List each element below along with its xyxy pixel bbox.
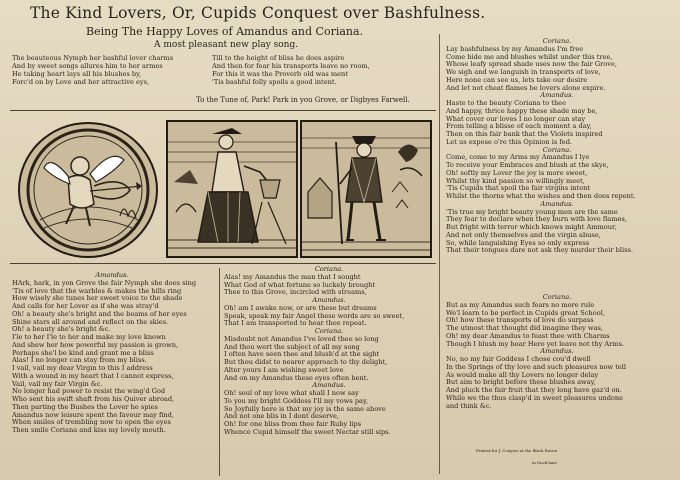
verse-line: We sigh and we languish in transports of love,: [446, 68, 601, 76]
ballad-column-c: [446, 38, 668, 255]
verse-line: Who sent his swift shaft from his Quiver abroad,: [12, 395, 175, 403]
verse-line: And shew her how powerful my passion is grown,: [12, 340, 179, 349]
verse-line: I'le to her I'le to her and make my love known: [12, 333, 166, 341]
verse-line: Thee to this Grove, incircled with streams,: [224, 288, 367, 297]
verse-line: Though I blush my hear Hero yet leave not thy Arms.: [446, 339, 625, 348]
verse-line: Here none can see us, lets take our desire: [446, 75, 588, 84]
verse-line: Whilst the thorns what the wishes and then does repent.: [446, 192, 636, 200]
speaker-heading: Amandus.: [540, 91, 574, 100]
verse-line: And pluck the fair fruit that they long have gaz'd on.: [446, 386, 622, 394]
verse-line: Oh! how these transports of love do surpass: [446, 316, 594, 325]
verse-line: That I am transported to hear thee repeat.: [224, 319, 367, 328]
rule-top: [10, 110, 436, 111]
ballad-column-b: [224, 266, 434, 437]
verse-line: Let us expose o're this Opinion is fed.: [446, 137, 573, 146]
verse-line: Haste to the beauty Coriana to thee: [446, 99, 566, 107]
verse-line: Then smile Coriana and kiss my lovely mouth.: [12, 426, 166, 434]
printer-imprint: [476, 445, 676, 469]
verse-line: Till to the height of bliss he does aspire: [212, 54, 345, 62]
verse-line: Alter yours I am wishing sweet love: [224, 365, 344, 374]
verse-line: 'Tis Cupids that spoil the fair virgins intent: [446, 184, 591, 193]
cupid-archer-icon: [20, 124, 156, 256]
verse-line: While we the thus clasp'd in sweet pleasures undone: [446, 393, 624, 402]
verse-line: Vail, vail my fair Virgin &c.: [12, 379, 103, 388]
verse-line: But fright with terror which knows might Ammour,: [446, 223, 617, 231]
verse-line: What cover our loves I no longer can stay: [446, 114, 586, 123]
ballad-column-d: [446, 294, 668, 410]
verse-line: and think &c.: [446, 401, 492, 410]
verse-line: The utmost that thought did imagine they was,: [446, 324, 603, 332]
intro-verse-left: [12, 54, 173, 86]
verse-line: Whose leafy spread shade uses now the fair Grove,: [446, 60, 617, 69]
verse-line: I often have seen thee and blush'd at the sight: [224, 350, 380, 359]
ballad-description: A most pleasant new play song.: [154, 40, 299, 50]
verse-line: And not only themselves and the virgin abuse,: [446, 230, 601, 239]
verse-line: In the Springs of thy love and such pleasures now tell: [446, 362, 627, 371]
verse-line: So Joyfully here is that my joy is the same above: [224, 404, 386, 413]
ballad-subtitle: Being The Happy Loves of Amandus and Coriana.: [86, 25, 364, 38]
verse-line: Lay bashfulness by my Amandus I'm free: [446, 44, 584, 53]
verse-line: Perhaps she'l be kind and grant me a bliss: [12, 348, 154, 357]
speaker-heading: Amandus.: [312, 296, 346, 304]
verse-line: 'Tis true my bright beauty young men are the same: [446, 207, 618, 216]
tune-line: To the Tune of, Park! Park in you Grove, or Digbyes Farwell.: [196, 96, 410, 104]
verse-line: And let not cheat flames be lovers alone expire.: [446, 83, 606, 92]
verse-line: Shine stars all around and reflect on the skies.: [12, 317, 169, 326]
verse-line: But thou didst to nearer approach to thy delight,: [224, 358, 388, 366]
verse-line: Whence Cupid himself the sweet Nectar still sips.: [224, 427, 391, 436]
verse-line: And by sweet songs allures him to her armes: [12, 62, 163, 70]
verse-line: He taking heart lays all his blushes by,: [12, 70, 142, 78]
ballad-column-a: [12, 272, 212, 435]
speaker-heading: Coriana.: [314, 265, 344, 273]
verse-line: To receive your Embraces and blush at the skye,: [446, 161, 609, 169]
imprint-line: Printed for J. Conyers at the Black Raven: [476, 448, 558, 453]
speaker-heading: Coriana.: [542, 145, 572, 154]
verse-line: The beauteous Nymph her bashful lover charms: [12, 54, 174, 62]
verse-line: No, no my fair Goddess I chose cou'd dwell: [446, 355, 591, 363]
woodcut-man-figure: [300, 120, 432, 258]
man-figure-icon: [302, 122, 430, 256]
speaker-heading: Coriana.: [542, 293, 572, 301]
verse-line: From telling a blisse of each moment a day,: [446, 122, 592, 131]
speaker-heading: Amandus.: [540, 347, 574, 356]
verse-line: That their tongues dare not ask they murder their bliss.: [446, 246, 633, 255]
verse-line: As would make all thy Lovers no longer delay: [446, 370, 599, 379]
verse-line: Alas! my Amandus the man that I sought: [224, 272, 361, 281]
verse-line: Come, come to my Arms my Amandus I lye: [446, 153, 590, 162]
verse-line: To you my bright Goddess I'll my vows pay,: [224, 396, 368, 405]
verse-line: Alas! I no longer can stay from my bliss.: [12, 356, 147, 365]
verse-line: Oh! for one bliss from thee fair Ruby lips: [224, 420, 362, 428]
verse-line: Oh! softly my Lover the joy is more sweet,: [446, 168, 588, 177]
speaker-heading: Amandus.: [312, 381, 346, 390]
verse-line: Speak, speak my fair Angel these words are so sweet,: [224, 311, 405, 320]
verse-line: For this it was the Proverb old was ment: [212, 70, 348, 78]
imprint-line: in Duck-lane: [532, 460, 557, 465]
rule-middle: [10, 263, 436, 264]
verse-line: So, while languishing Eyes so only express: [446, 238, 590, 247]
verse-line: Come hide me and blushes whilst under this tree,: [446, 52, 613, 61]
intro-verse-right: [212, 54, 370, 86]
speaker-heading: Coriana.: [542, 37, 572, 45]
verse-line: Oh! am I awake now, or are these but dreams: [224, 303, 377, 312]
verse-line: Oh! my dear Amandus to feast thee with Charms: [446, 331, 610, 340]
speaker-heading: Coriana.: [314, 327, 344, 335]
verse-line: Then on this fair bank that the Violets inspired: [446, 130, 603, 138]
sheet-column-divider: [439, 34, 440, 474]
verse-line: And then for fear his transports leave no room,: [212, 62, 370, 70]
verse-line: Whilst thy kind passion so willingly meet,: [446, 176, 585, 185]
verse-line: They fear to declare when they burn with love flames,: [446, 215, 627, 224]
verse-line: Misdoubt not Amandus I've loved thee so long: [224, 334, 379, 343]
verse-line: Oh! a beauty she's bright and the beams of her eyes: [12, 309, 187, 318]
woodcut-cupid-roundel: [18, 122, 158, 258]
verse-line: 'Tis of love that the warbles & makes the hills ring: [12, 286, 182, 295]
verse-line: When smiles of trembling now to open the eyes: [12, 418, 171, 427]
verse-line: How wisely she tunes her sweet voice to the shade: [12, 294, 183, 303]
verse-line: 'Tis bashful folly spoils a good intent.: [212, 78, 337, 86]
verse-line: And not one blis in I dont deserve,: [224, 412, 340, 421]
verse-line: HArk, hark, in yon Grove the fair Nymph she does sing: [12, 278, 197, 287]
woman-figure-icon: [168, 122, 296, 256]
verse-line: Forc'd on by Love and her attractive eys,: [12, 78, 150, 86]
verse-line: Then parting the Bushes the Lover he spies: [12, 402, 158, 411]
verse-line: But aim to bright before these blushes away,: [446, 378, 596, 387]
speaker-heading: Amandus.: [540, 199, 574, 208]
verse-line: What God of what fortune so luckely brought: [224, 280, 376, 289]
column-divider: [219, 268, 220, 476]
verse-line: And on my Amandus these eyes often bent.: [224, 373, 369, 382]
verse-line: And calls for her Lover as if she was stray'd: [12, 302, 159, 310]
verse-line: And thou wert the subject of all my song: [224, 342, 360, 351]
verse-line: Amandus now leisure spent the favour may find,: [12, 410, 174, 419]
speaker-heading: Amandus.: [95, 271, 129, 279]
woodcut-woman-figure: [166, 120, 298, 258]
verse-line: But as my Amandus such fears no more rule: [446, 300, 595, 309]
verse-line: Oh! soul of my love what shall I now say: [224, 389, 359, 397]
verse-line: We'l learn to be perfect in Cupids great School,: [446, 308, 605, 317]
verse-line: I vail, vail my dear Virgin to this I address: [12, 364, 153, 372]
ballad-title: The Kind Lovers, Or, Cupids Conquest over Bashfulness.: [30, 4, 486, 22]
verse-line: Oh! a beauty she's bright &c.: [12, 325, 111, 334]
verse-line: And happy, thrice happy these shade may be,: [446, 106, 598, 115]
verse-line: No longer had power to resist the wing'd God: [12, 387, 166, 396]
verse-line: With a wound in my heart that I cannot express,: [12, 371, 174, 380]
